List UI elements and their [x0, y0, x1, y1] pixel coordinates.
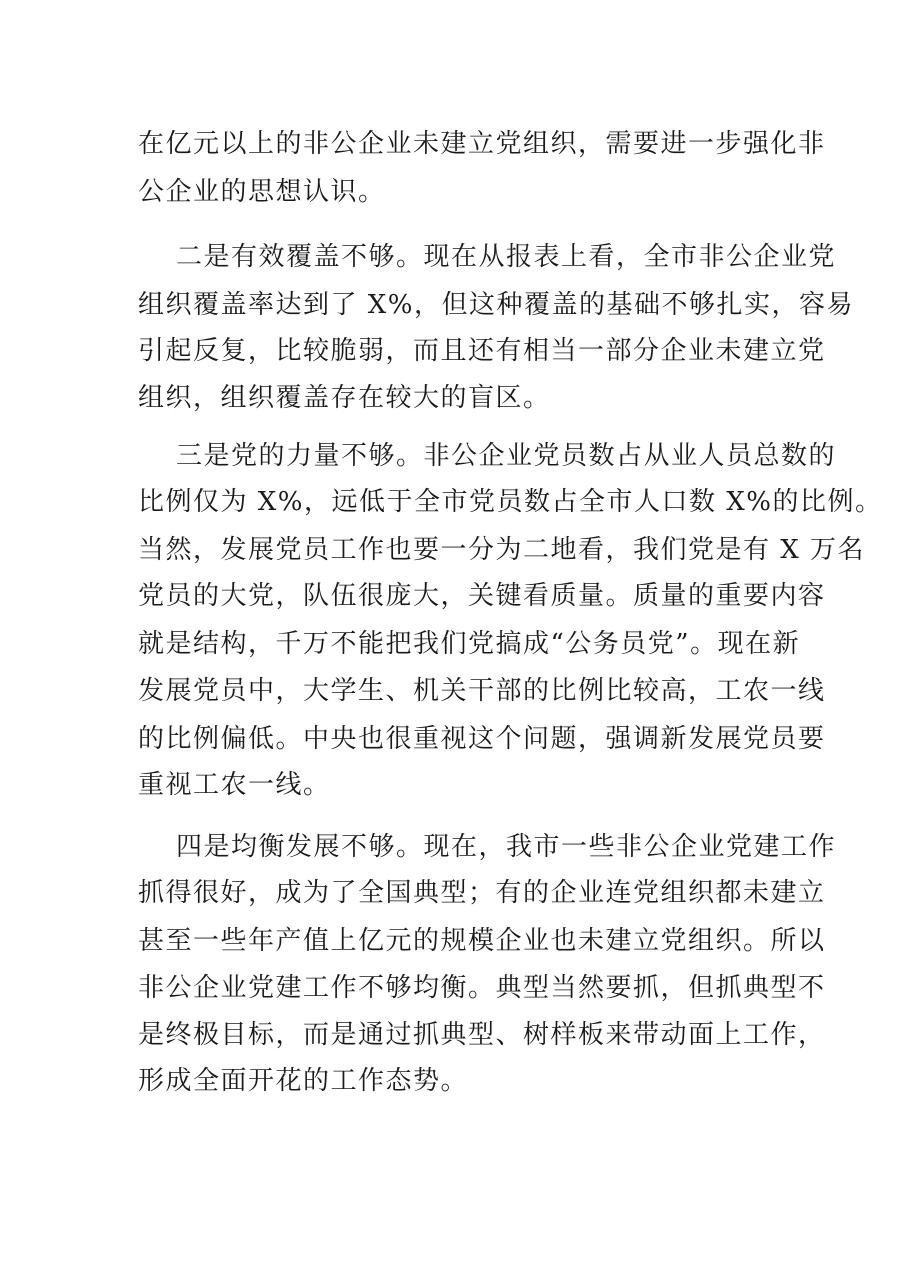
- paragraph-4-line-5: 是终极目标，而是通过抓典型、树样板来带动面上工作，: [138, 1020, 826, 1050]
- paragraph-3-line-3: 当然，发展党员工作也要一分为二地看，我们党是有 X 万名: [138, 535, 866, 565]
- paragraph-3-line-6: 发展党员中，大学生、机关干部的比例比较高，工农一线: [138, 676, 826, 706]
- paragraph-3-line-8: 重视工农一线。: [138, 770, 331, 800]
- paragraph-3-line-5: 就是结构，千万不能把我们党搞成“公务员党”。现在新: [138, 629, 801, 659]
- paragraph-4-line-4: 非公企业党建工作不够均衡。典型当然要抓，但抓典型不: [138, 973, 826, 1003]
- paragraph-4-line-2: 抓得很好，成为了全国典型；有的企业连党组织都未建立: [138, 878, 826, 908]
- paragraph-4-line-6: 形成全面开花的工作态势。: [138, 1066, 469, 1096]
- paragraph-3-line-2: 比例仅为 X%，远低于全市党员数占全市人口数 X%的比例。: [138, 487, 883, 517]
- paragraph-1-line-1: 在亿元以上的非公企业未建立党组织，需要进一步强化非: [138, 129, 826, 159]
- paragraph-1-line-2: 公企业的思想认识。: [138, 177, 386, 207]
- paragraph-2-line-4: 组织，组织覆盖存在较大的盲区。: [138, 383, 551, 413]
- paragraph-2-line-3: 引起反复，比较脆弱，而且还有相当一部分企业未建立党: [138, 336, 826, 366]
- paragraph-2-line-1: 二是有效覆盖不够。现在从报表上看，全市非公企业党: [176, 242, 837, 272]
- paragraph-4-line-3: 甚至一些年产值上亿元的规模企业也未建立党组织。所以: [138, 926, 826, 956]
- paragraph-4-line-1: 四是均衡发展不够。现在，我市一些非公企业党建工作: [176, 832, 837, 862]
- paragraph-2-line-2: 组织覆盖率达到了 X%，但这种覆盖的基础不够扎实，容易: [138, 290, 854, 320]
- paragraph-3-line-4: 党员的大党，队伍很庞大，关键看质量。质量的重要内容: [138, 581, 826, 611]
- paragraph-3-line-7: 的比例偏低。中央也很重视这个问题，强调新发展党员要: [138, 724, 826, 754]
- paragraph-3-line-1: 三是党的力量不够。非公企业党员数占从业人员总数的: [176, 441, 837, 471]
